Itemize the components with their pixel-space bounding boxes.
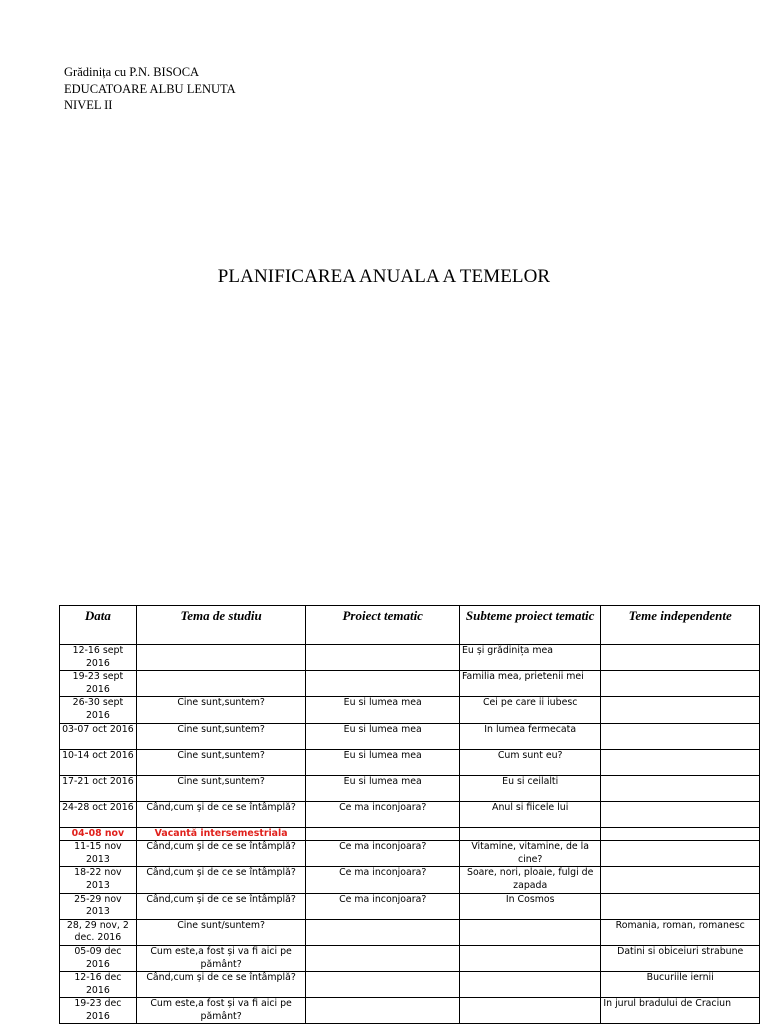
table-row (60, 697, 760, 723)
cell-project (306, 645, 460, 671)
page-title: PLANIFICAREA ANUALA A TEMELOR (217, 266, 551, 287)
cell-subtheme: Anul si fiicele lui (459, 801, 600, 827)
level-label: NIVEL II (64, 98, 113, 112)
cell-theme: Când,cum și de ce se întâmplă? (136, 801, 306, 827)
cell-project: Ce ma inconjoara? (306, 867, 460, 893)
table-row (60, 645, 760, 671)
teacher-name: EDUCATOARE ALBU LENUTA (64, 81, 236, 96)
table-row (60, 972, 760, 998)
cell-subtheme: Eu si ceilalti (459, 775, 600, 801)
cell-project: Eu si lumea mea (306, 775, 460, 801)
cell-project: Eu si lumea mea (306, 723, 460, 749)
cell-project: Ce ma inconjoara? (306, 801, 460, 827)
column-header-project: Proiect tematic (306, 606, 460, 645)
cell-independent (601, 645, 760, 671)
cell-date: 05-09 dec 2016 (60, 945, 137, 971)
annual-plan-table (59, 605, 760, 1024)
cell-theme (136, 645, 306, 671)
cell-project: Ce ma inconjoara? (306, 841, 460, 867)
cell-theme: Vacantă intersemestriala (136, 827, 306, 841)
cell-subtheme (459, 998, 600, 1024)
cell-project: Ce ma inconjoara? (306, 893, 460, 919)
cell-independent (601, 671, 760, 697)
table-row (60, 801, 760, 827)
cell-date: 19-23 dec 2016 (60, 998, 137, 1024)
cell-subtheme: In lumea fermecata (459, 723, 600, 749)
cell-project (306, 972, 460, 998)
cell-independent (601, 723, 760, 749)
cell-theme: Cine sunt,suntem? (136, 775, 306, 801)
table-row (60, 841, 760, 867)
cell-subtheme: Eu și grădinița mea (459, 645, 600, 671)
table-row (60, 998, 760, 1024)
column-header-subthemes: Subteme proiect tematic (459, 606, 600, 645)
cell-project (306, 945, 460, 971)
cell-date: 24-28 oct 2016 (60, 801, 137, 827)
table-row (60, 945, 760, 971)
table-row (60, 919, 760, 945)
cell-date: 25-29 nov 2013 (60, 893, 137, 919)
cell-date: 03-07 oct 2016 (60, 723, 137, 749)
cell-independent: In jurul bradului de Craciun (601, 998, 760, 1024)
cell-date: 10-14 oct 2016 (60, 749, 137, 775)
document-header (64, 64, 236, 114)
cell-theme (136, 671, 306, 697)
cell-independent (601, 893, 760, 919)
cell-independent: Datini si obiceiuri strabune (601, 945, 760, 971)
cell-subtheme: Vitamine, vitamine, de la cine? (459, 841, 600, 867)
kindergarten-name: Grădinița cu P.N. BISOCA (64, 65, 200, 79)
cell-date: 17-21 oct 2016 (60, 775, 137, 801)
cell-theme: Cine sunt,suntem? (136, 723, 306, 749)
cell-independent (601, 827, 760, 841)
column-header-theme: Tema de studiu (136, 606, 306, 645)
cell-subtheme: Cum sunt eu? (459, 749, 600, 775)
cell-subtheme (459, 945, 600, 971)
cell-independent: Romania, roman, romanesc (601, 919, 760, 945)
cell-project (306, 998, 460, 1024)
cell-project (306, 827, 460, 841)
cell-theme: Cum este,a fost și va fi aici pe pământ? (136, 945, 306, 971)
cell-subtheme: Soare, nori, ploaie, fulgi de zapada (459, 867, 600, 893)
cell-date: 18-22 nov 2013 (60, 867, 137, 893)
cell-subtheme: Cei pe care ii iubesc (459, 697, 600, 723)
table-row (60, 893, 760, 919)
cell-project: Eu si lumea mea (306, 749, 460, 775)
cell-subtheme (459, 919, 600, 945)
cell-independent (601, 867, 760, 893)
cell-date: 04-08 nov (60, 827, 137, 841)
cell-date: 12-16 sept 2016 (60, 645, 137, 671)
cell-independent (601, 841, 760, 867)
column-header-date: Data (60, 606, 137, 645)
cell-date: 12-16 dec 2016 (60, 972, 137, 998)
column-header-independent: Teme independente (601, 606, 760, 645)
table-row (60, 723, 760, 749)
cell-subtheme (459, 827, 600, 841)
cell-subtheme (459, 972, 600, 998)
cell-independent (601, 775, 760, 801)
cell-theme: Cine sunt/suntem? (136, 919, 306, 945)
cell-subtheme: Familia mea, prietenii mei (459, 671, 600, 697)
cell-independent (601, 749, 760, 775)
cell-independent: Bucuriile iernii (601, 972, 760, 998)
cell-theme: Cine sunt,suntem? (136, 749, 306, 775)
cell-theme: Când,cum și de ce se întâmplă? (136, 893, 306, 919)
cell-theme: Când,cum și de ce se întâmplă? (136, 841, 306, 867)
cell-theme: Când,cum și de ce se întâmplă? (136, 972, 306, 998)
cell-project (306, 919, 460, 945)
cell-date: 11-15 nov 2013 (60, 841, 137, 867)
cell-date: 19-23 sept 2016 (60, 671, 137, 697)
table-row (60, 775, 760, 801)
cell-date: 28, 29 nov, 2 dec. 2016 (60, 919, 137, 945)
table-row (60, 749, 760, 775)
cell-independent (601, 801, 760, 827)
table-header-row (60, 606, 760, 645)
cell-theme: Cum este,a fost și va fi aici pe pământ? (136, 998, 306, 1024)
cell-project: Eu si lumea mea (306, 697, 460, 723)
table-row-vacation (60, 827, 760, 841)
cell-date: 26-30 sept 2016 (60, 697, 137, 723)
cell-theme: Cine sunt,suntem? (136, 697, 306, 723)
cell-subtheme: In Cosmos (459, 893, 600, 919)
table-row (60, 671, 760, 697)
cell-project (306, 671, 460, 697)
cell-theme: Când,cum și de ce se întâmplă? (136, 867, 306, 893)
table-row (60, 867, 760, 893)
cell-independent (601, 697, 760, 723)
